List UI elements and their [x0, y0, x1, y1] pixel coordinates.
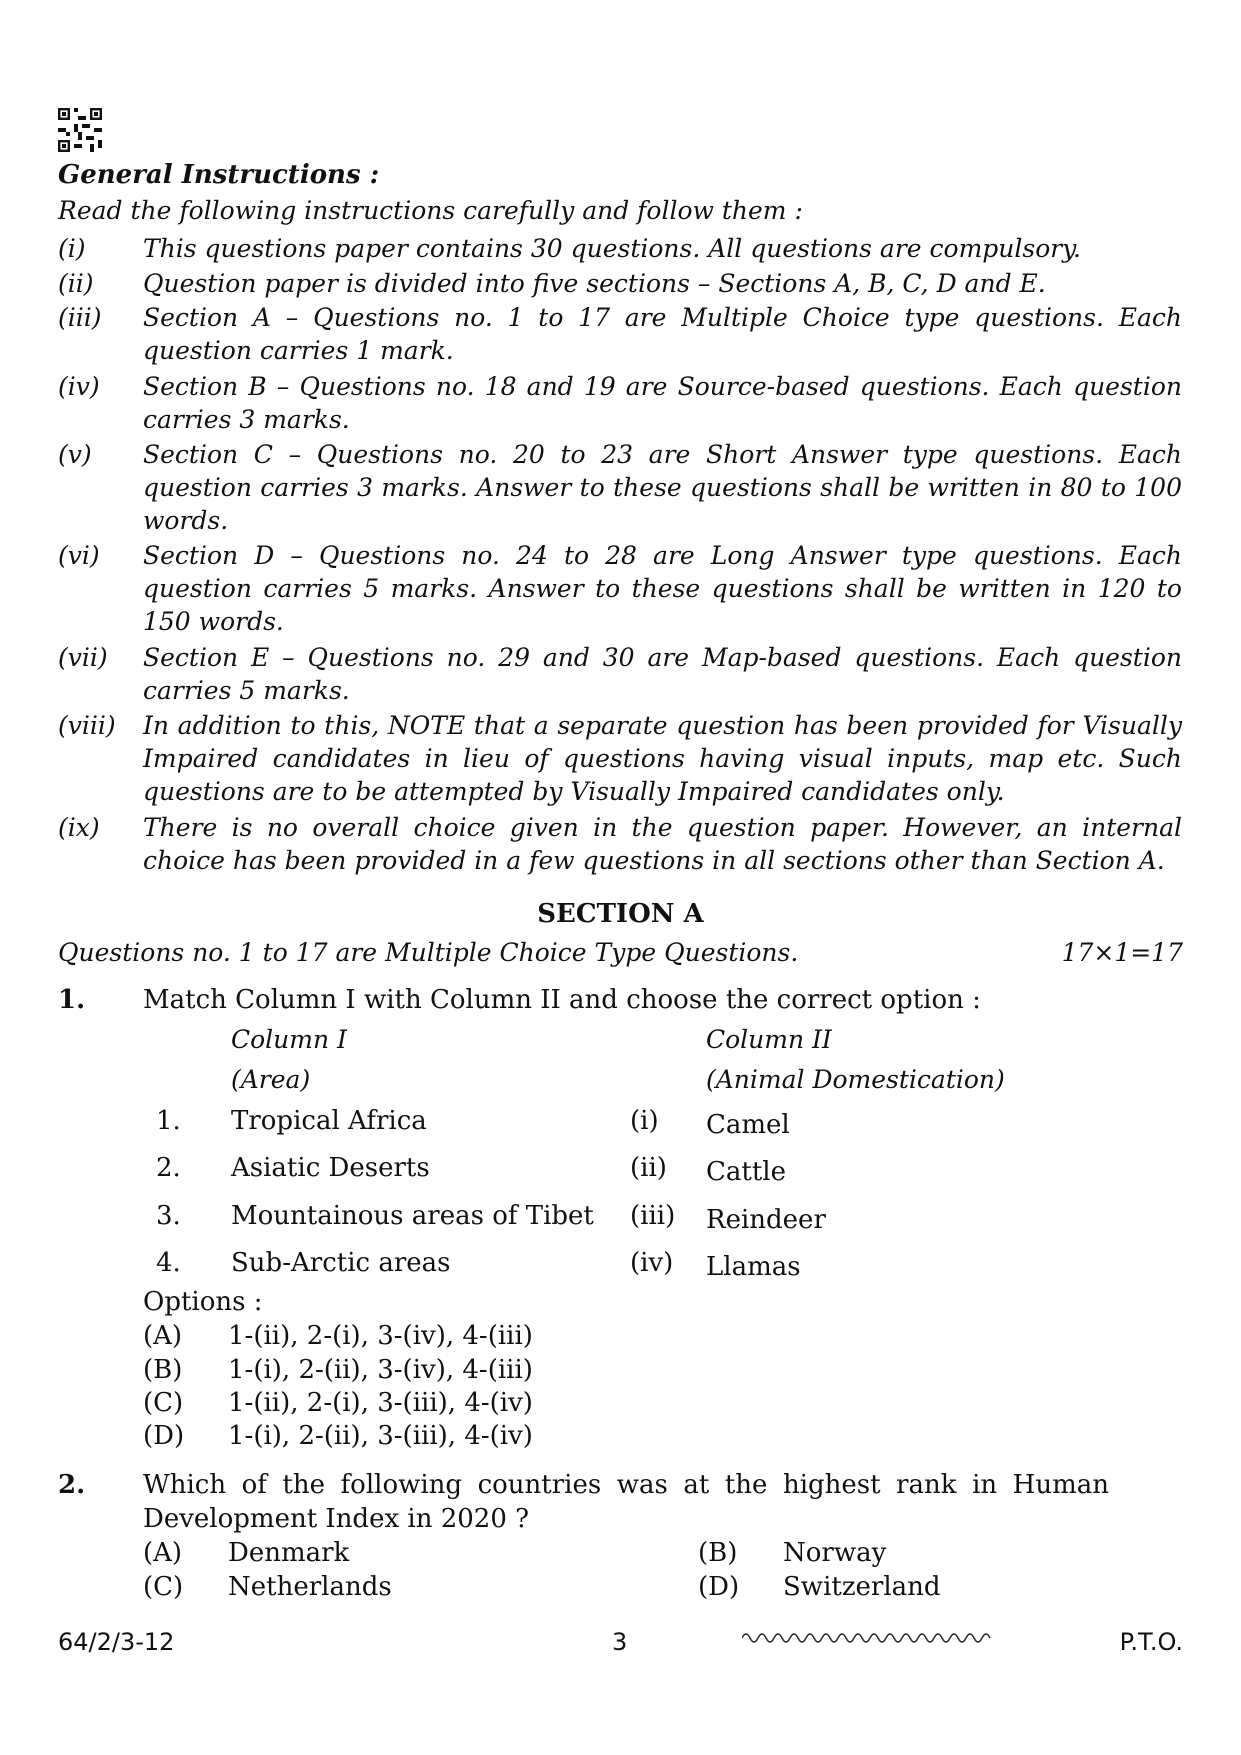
pto-label: P.T.O.	[1119, 1628, 1183, 1656]
instruction-text: Section B – Questions no. 18 and 19 are Source-based questions. Each question carries 3 marks.	[143, 372, 1182, 434]
option-letter: (A)	[143, 1538, 183, 1568]
option-letter: (D)	[698, 1572, 740, 1602]
section-a-title: SECTION A	[537, 899, 704, 929]
animal-label: Llamas	[706, 1252, 801, 1282]
qr-code	[58, 108, 102, 152]
row-number: 3.	[156, 1201, 181, 1231]
option-letter: (C)	[143, 1388, 184, 1418]
general-instructions-intro: Read the following instructions carefully and follow them :	[58, 196, 803, 225]
options-label: Options :	[143, 1287, 263, 1317]
row-number: 1.	[156, 1106, 181, 1136]
roman-label: (iv)	[630, 1248, 674, 1278]
option-text: 1-(ii), 2-(i), 3-(iii), 4-(iv)	[228, 1388, 533, 1418]
instruction-item	[58, 232, 1182, 265]
instruction-number: (vi)	[58, 541, 100, 570]
question-text-line-1: Which of the following countries was at the highest rank in Human	[143, 1470, 1109, 1500]
question-text-line-2: Development Index in 2020 ?	[143, 1504, 530, 1534]
option-letter: (D)	[143, 1421, 185, 1451]
instruction-text: There is no overall choice given in the question paper. However, an internal choice has been provided in a few questions in all sections other than Section A.	[143, 813, 1182, 875]
instruction-item	[58, 641, 1182, 707]
instruction-item	[58, 539, 1182, 638]
instruction-item	[58, 370, 1182, 436]
instruction-number: (ix)	[58, 813, 100, 842]
instruction-text: In addition to this, NOTE that a separate question has been provided for Visually Impaired candidates in lieu of questions having visual inputs, map etc. Such questions are to be attempted by Visually Impaired candidates only.	[143, 711, 1182, 806]
area-label: Tropical Africa	[231, 1106, 427, 1136]
question-number: 2.	[58, 1470, 86, 1500]
section-a-marks: 17×1=17	[1061, 938, 1183, 967]
option-letter: (B)	[698, 1538, 738, 1568]
roman-label: (ii)	[630, 1153, 667, 1183]
instruction-text: Section E – Questions no. 29 and 30 are Map-based questions. Each question carries 5 marks.	[143, 643, 1182, 705]
option-text: 1-(ii), 2-(i), 3-(iv), 4-(iii)	[228, 1321, 533, 1351]
general-instructions-title: General Instructions :	[58, 160, 380, 190]
instruction-item	[58, 811, 1182, 877]
roman-label: (iii)	[630, 1201, 676, 1231]
instruction-number: (v)	[58, 440, 92, 469]
option-text: Denmark	[228, 1538, 350, 1568]
section-a-subtitle: Questions no. 1 to 17 are Multiple Choice Type Questions.	[58, 938, 799, 967]
instruction-number: (vii)	[58, 643, 108, 672]
wavy-line-decoration	[742, 1628, 992, 1648]
question-number: 1.	[58, 985, 86, 1015]
area-label: Asiatic Deserts	[231, 1153, 430, 1183]
instruction-item	[58, 267, 1182, 300]
instruction-text: Question paper is divided into five sections – Sections A, B, C, D and E.	[143, 269, 1046, 298]
option-text: 1-(i), 2-(ii), 3-(iii), 4-(iv)	[228, 1421, 533, 1451]
column-1-header: Column I	[231, 1025, 347, 1054]
option-text: Switzerland	[783, 1572, 941, 1602]
instruction-number: (viii)	[58, 711, 116, 740]
instruction-text: Section A – Questions no. 1 to 17 are Multiple Choice type questions. Each question carries 1 mark.	[143, 303, 1182, 365]
option-letter: (B)	[143, 1355, 183, 1385]
option-text: Norway	[783, 1538, 887, 1568]
column-1-subheader: (Area)	[231, 1065, 311, 1094]
animal-label: Camel	[706, 1110, 790, 1140]
column-2-header: Column II	[706, 1025, 832, 1054]
area-label: Sub-Arctic areas	[231, 1248, 451, 1278]
option-letter: (C)	[143, 1572, 184, 1602]
instruction-number: (iv)	[58, 372, 100, 401]
option-letter: (A)	[143, 1321, 183, 1351]
option-text: 1-(i), 2-(ii), 3-(iv), 4-(iii)	[228, 1355, 533, 1385]
row-number: 4.	[156, 1248, 181, 1278]
instruction-number: (ii)	[58, 269, 94, 298]
instruction-item	[58, 301, 1182, 367]
instruction-item	[58, 438, 1182, 537]
option-text: Netherlands	[228, 1572, 392, 1602]
question-text: Match Column I with Column II and choose the correct option :	[143, 985, 981, 1015]
page-number: 3	[612, 1628, 628, 1656]
row-number: 2.	[156, 1153, 181, 1183]
instruction-text: Section C – Questions no. 20 to 23 are Short Answer type questions. Each question carries 3 marks. Answer to these questions shall be written in 80 to 100 words.	[143, 440, 1182, 535]
paper-code: 64/2/3-12	[58, 1628, 175, 1656]
instruction-item	[58, 709, 1182, 808]
roman-label: (i)	[630, 1106, 659, 1136]
column-2-subheader: (Animal Domestication)	[706, 1065, 1005, 1094]
area-label: Mountainous areas of Tibet	[231, 1201, 594, 1231]
animal-label: Reindeer	[706, 1205, 826, 1235]
instruction-text: Section D – Questions no. 24 to 28 are Long Answer type questions. Each question carries 5 marks. Answer to these questions shall be written in 120 to 150 words.	[143, 541, 1182, 636]
animal-label: Cattle	[706, 1157, 786, 1187]
instruction-number: (i)	[58, 234, 86, 263]
instruction-number: (iii)	[58, 303, 102, 332]
instruction-text: This questions paper contains 30 questions. All questions are compulsory.	[143, 234, 1081, 263]
